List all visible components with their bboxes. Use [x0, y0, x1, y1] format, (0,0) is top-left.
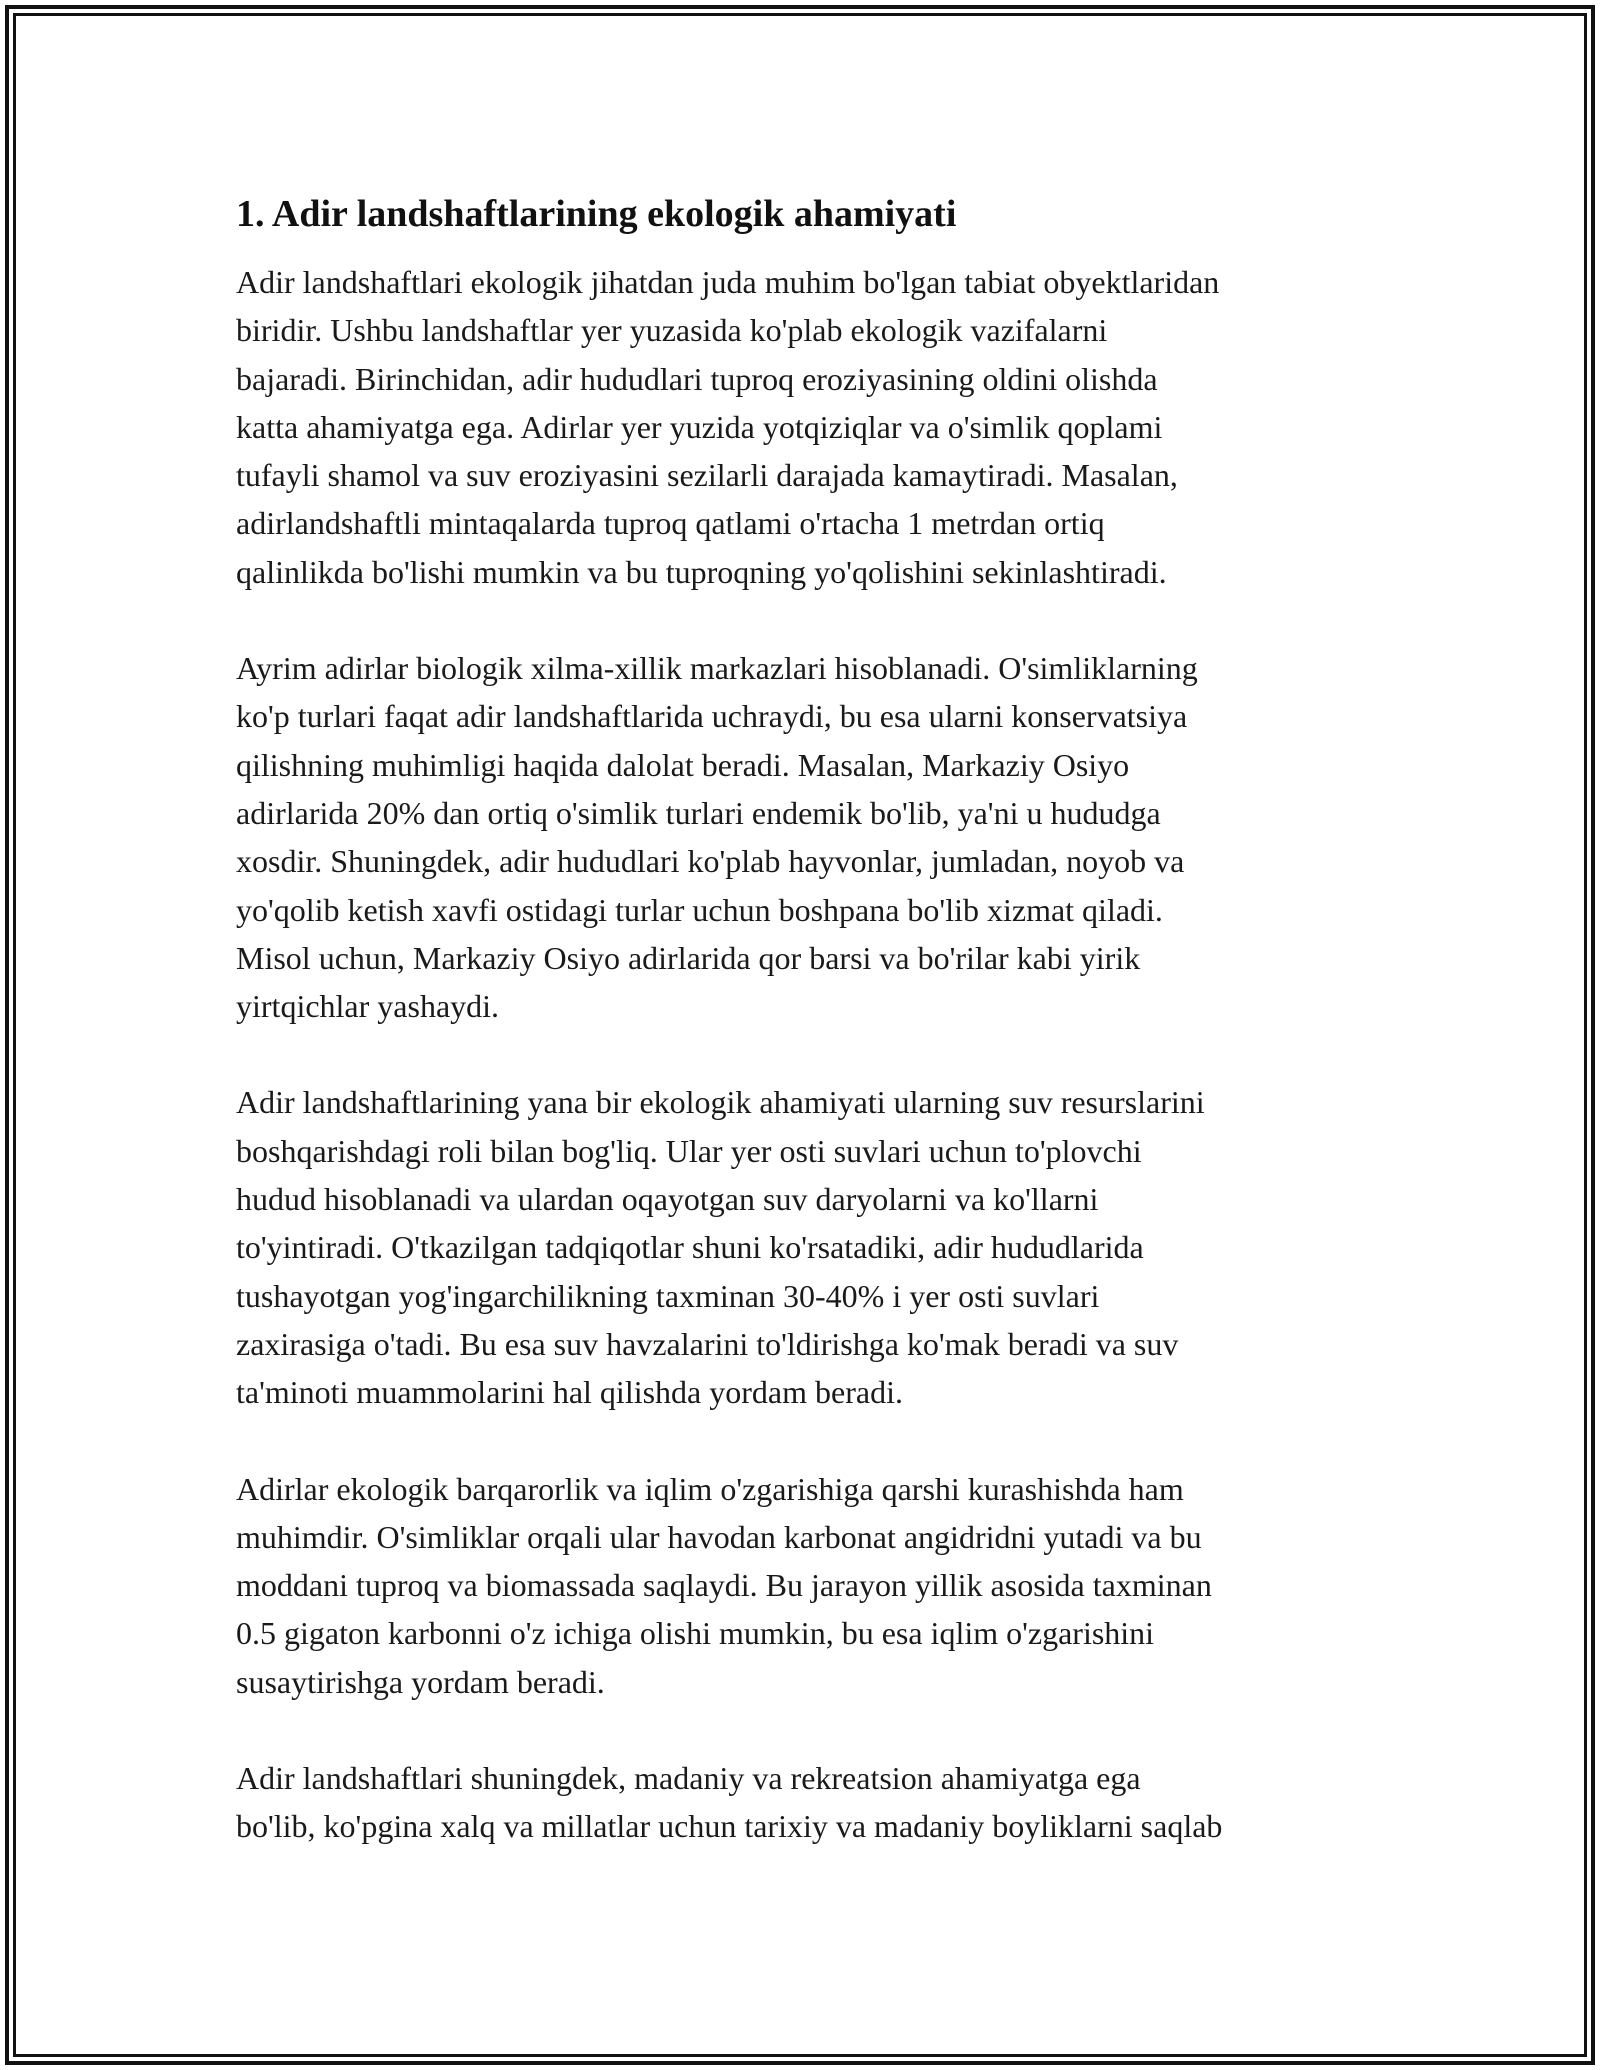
paragraph: [236, 1465, 1386, 1706]
text-line: susaytirishga yordam beradi.: [236, 1663, 605, 1700]
text-line: qilishning muhimligi haqida dalolat beradi. Masalan, Markaziy Osiyo: [236, 746, 1130, 783]
text-line: ta'minoti muammolarini hal qilishda yordam beradi.: [236, 1374, 903, 1411]
text-line: moddani tuproq va biomassada saqlaydi. Bu jarayon yillik asosida taxminan: [236, 1567, 1212, 1604]
text-line: Misol uchun, Markaziy Osiyo adirlarida qor barsi va bo'rilar kabi yirik: [236, 939, 1141, 976]
text-line: biridir. Ushbu landshaftlar yer yuzasida ko'plab ekologik vazifalarni: [236, 312, 1108, 349]
paragraph-list: [236, 258, 1386, 1851]
paragraph: [236, 1078, 1386, 1416]
paragraph: [236, 1754, 1386, 1851]
document-body: [236, 188, 1386, 1851]
text-line: adirlarida 20% dan ortiq o'simlik turlari endemik bo'lib, ya'ni u hududga: [236, 794, 1161, 831]
text-line: bo'lib, ko'pgina xalq va millatlar uchun tarixiy va madaniy boyliklarni saqlab: [236, 1808, 1223, 1845]
text-line: 0.5 gigaton karbonni o'z ichiga olishi mumkin, bu esa iqlim o'zgarishini: [236, 1615, 1155, 1652]
text-line: boshqarishdagi roli bilan bog'liq. Ular yer osti suvlari uchun to'plovchi: [236, 1132, 1142, 1169]
text-line: Adir landshaftlari shuningdek, madaniy va rekreatsion ahamiyatga ega: [236, 1760, 1141, 1797]
text-line: qalinlikda bo'lishi mumkin va bu tuproqning yo'qolishini sekinlashtiradi.: [236, 553, 1167, 590]
text-line: zaxirasiga o'tadi. Bu esa suv havzalarini to'ldirishga ko'mak beradi va suv: [236, 1325, 1179, 1362]
text-line: yo'qolib ketish xavfi ostidagi turlar uchun boshpana bo'lib xizmat qiladi.: [236, 891, 1163, 928]
text-line: adirlandshaftli mintaqalarda tuproq qatlami o'rtacha 1 metrdan ortiq: [236, 505, 1105, 542]
text-line: xosdir. Shuningdek, adir hududlari ko'plab hayvonlar, jumladan, noyob va: [236, 843, 1185, 880]
text-line: katta ahamiyatga ega. Adirlar yer yuzida yotqiziqlar va o'simlik qoplami: [236, 408, 1163, 445]
text-line: Adir landshaftlarining yana bir ekologik ahamiyati ularning suv resurslarini: [236, 1084, 1205, 1121]
text-line: Adirlar ekologik barqarorlik va iqlim o'zgarishiga qarshi kurashishda ham: [236, 1470, 1184, 1507]
text-line: hudud hisoblanadi va ulardan oqayotgan suv daryolarni va ko'llarni: [236, 1181, 1099, 1218]
text-line: ko'p turlari faqat adir landshaftlarida uchraydi, bu esa ularni konservatsiya: [236, 698, 1188, 735]
text-line: yirtqichlar yashaydi.: [236, 988, 500, 1025]
text-line: Adir landshaftlari ekologik jihatdan juda muhim bo'lgan tabiat obyektlaridan: [236, 264, 1220, 300]
text-line: to'yintiradi. O'tkazilgan tadqiqotlar shuni ko'rsatadiki, adir hududlarida: [236, 1229, 1144, 1266]
text-line: bajaradi. Birinchidan, adir hududlari tuproq eroziyasining oldini olishda: [236, 360, 1158, 397]
text-line: Ayrim adirlar biologik xilma-xillik markazlari hisoblanadi. O'simliklarning: [236, 650, 1198, 687]
text-line: muhimdir. O'simliklar orqali ular havodan karbonat angidridni yutadi va bu: [236, 1518, 1202, 1555]
section-title: 1. Adir landshaftlarining ekologik ahamiyati: [236, 193, 957, 235]
paragraph: [236, 258, 1386, 596]
text-line: tushayotgan yog'ingarchilikning taxminan 30-40% i yer osti suvlari: [236, 1277, 1100, 1314]
paragraph: [236, 644, 1386, 1030]
text-line: tufayli shamol va suv eroziyasini sezilarli darajada kamaytiradi. Masalan,: [236, 457, 1178, 494]
